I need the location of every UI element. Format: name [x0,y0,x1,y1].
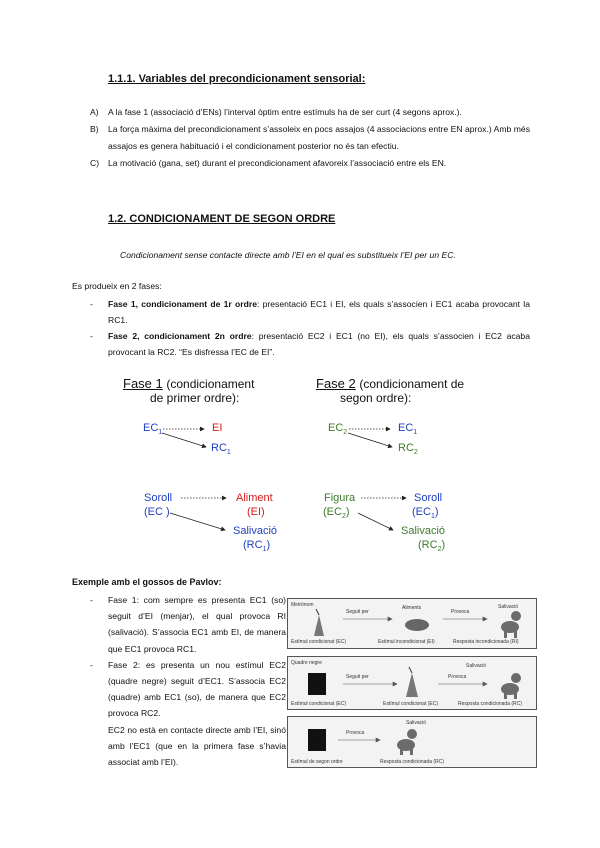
list-marker: A) [90,107,99,117]
panel3-arrow1: Provoca [346,730,365,736]
dog-icon [501,673,521,699]
list-text: Fase 1: com sempre es presenta EC1 (so) seguit d’EI (menjar), el qual provoca RI (salivació). S’associa EC1 amb EI, de manera que EC1 provoca RC1. [108,595,286,654]
panel2-art [288,657,536,709]
phase1-desc2: de primer ordre): [150,391,240,405]
panel3-bottom-left: Estímul de segon ordre [291,759,343,765]
list-marker: - [90,659,93,670]
panel1-art [288,599,536,648]
list-item [90,592,286,657]
food-bowl-icon [405,619,429,631]
arrow-p2-ec2-rc2 [348,433,392,447]
phase-bold: Fase 1, condicionament de 1r ordre [108,299,257,309]
phase2-desc: (condicionament de [359,377,465,391]
p1-ec1: $EC_1$ [143,422,163,437]
list-marker: C) [90,158,100,168]
example-list [90,592,286,770]
intro-text: Es produeix en 2 fases: [72,281,162,291]
black-square-icon [308,729,326,751]
list-text: La força màxima del precondicionament s’assoleix en pocs assajos (4 associacions entre EN aprox.) Amb més assajos es genera habituació i el condicionament posterior no és tan efectiu. [108,124,530,151]
metronome-icon [314,609,324,636]
arrow-p2-figure-saliva [358,513,393,530]
phase-text: : presentació EC2 i EC1 (no EI), els quals s’associen i EC2 acaba provocant la RC2. “Es disfressa l’EC de EI”. [108,331,530,357]
panel2-bottom-left: Estímul condicionat (EC) [291,701,347,707]
pavlov-panel-1 [287,598,537,649]
p1-response-code: $(RC_1)$ [243,539,271,554]
section-1-1-1-title: 1.1.1. Variables del precondicionament sensorial: [108,73,366,85]
p1-rc1: $RC_1$ [211,442,231,457]
phase1-label: Fase 1 [123,376,163,391]
pavlov-panel-2 [287,656,537,710]
p1-ei: EI [212,422,223,434]
panel3-bottom-right: Resposta condicionada (RC) [380,759,444,765]
p2-response-code: $(RC_2)$ [418,539,446,554]
p1-response: Salivació [233,525,278,537]
p1-stimulus: Soroll [144,492,173,504]
p2-figure: Figura [324,492,356,504]
list-marker: B) [90,124,99,134]
dog-icon [501,611,521,638]
black-square-icon [308,673,326,695]
list-marker [90,722,108,771]
panel1-bottom-left: Estímul condicionat (EC) [291,639,347,645]
p2-ec2: $EC_2$ [328,422,348,437]
panel1-arrow2: Provoca [451,609,470,615]
pavlov-panel-3 [287,716,537,768]
phase-text: : presentació EC1 i EI, els quals s’associen i EC1 acaba provocant la RC1. [108,299,530,325]
arrow-p1-sound-saliva [170,513,225,530]
panel2-resp: Salivació [466,663,487,669]
panel3-resp: Salivació [406,720,427,726]
p2-figure-code: $(EC_2)$ [323,506,350,521]
p2-ec1: $EC_1$ [398,422,418,437]
list-marker: - [90,595,93,605]
p2-rc2: $RC_2$ [398,442,418,457]
panel1-top-left: Metrònom [291,602,314,608]
panel2-top-left: Quadre negre [291,660,322,666]
metronome-icon [406,667,418,697]
p1-stimulus-code: (EC ) [144,506,170,518]
p1-food-code: (EI) [247,506,265,518]
dog-icon [397,729,417,755]
list-text: La motivació (gana, set) durant el precondicionament afavoreix l’associació entre els EN. [108,158,447,168]
list-text: Fase 2: es presenta un nou estímul EC2 (quadre negre) seguit d’EC1. S’associa EC2 (quadre) amb EC1 (so), de manera que EC2 provoca RC2. [108,659,286,719]
list-marker: - [90,331,93,341]
example-title: Exemple amb el gossos de Pavlov: [72,577,222,587]
phase2-desc2: segon ordre): [340,391,412,405]
p2-response: Salivació [401,525,446,537]
list-text: EC2 no està en contacte directe amb l’EI, sinó amb l’EC1 (que en la primera fase s’havia associat amb l’EI). [108,724,286,768]
phase1-desc: (condicionament [166,377,255,391]
section-1-2-title: 1.2. CONDICIONAMENT DE SEGON ORDRE [108,213,336,225]
arrow-p1-ec-rc [162,433,206,447]
panel1-bottom-mid: Estímul incondicionat (EI) [378,639,435,645]
p1-food: Aliment [236,492,273,504]
panel1-arrow1: Seguit per [346,609,369,615]
panel1-resp: Salivació [498,604,519,610]
list-item [90,722,286,771]
list-text: A la fase 1 (associació d’ENs) l’interval òptim entre estímuls ha de ser curt (4 segons aprox.). [108,107,462,117]
panel2-arrow1: Seguit per [346,674,369,680]
list-marker: - [90,299,93,309]
phase-bold: Fase 2, condicionament 2n ordre [108,331,252,341]
section-1-2-subtitle: Condicionament sense contacte directe amb l’EI en el qual es substitueix l’EI per un EC. [120,250,456,260]
panel1-food: Aliments [402,605,422,611]
phase2-label: Fase 2 [316,376,356,391]
list-item [90,657,286,722]
panel2-bottom-mid: Estímul condicionat (EC) [383,701,439,707]
panel2-bottom-right: Resposta condicionada (RC) [458,701,522,707]
panel2-arrow2: Provoca [448,674,467,680]
p2-sound-code: $(EC_1)$ [412,506,439,521]
p2-sound: Soroll [414,492,443,504]
panel1-bottom-right: Resposta incondicionada (RI) [453,639,519,645]
panel3-art [288,717,536,767]
